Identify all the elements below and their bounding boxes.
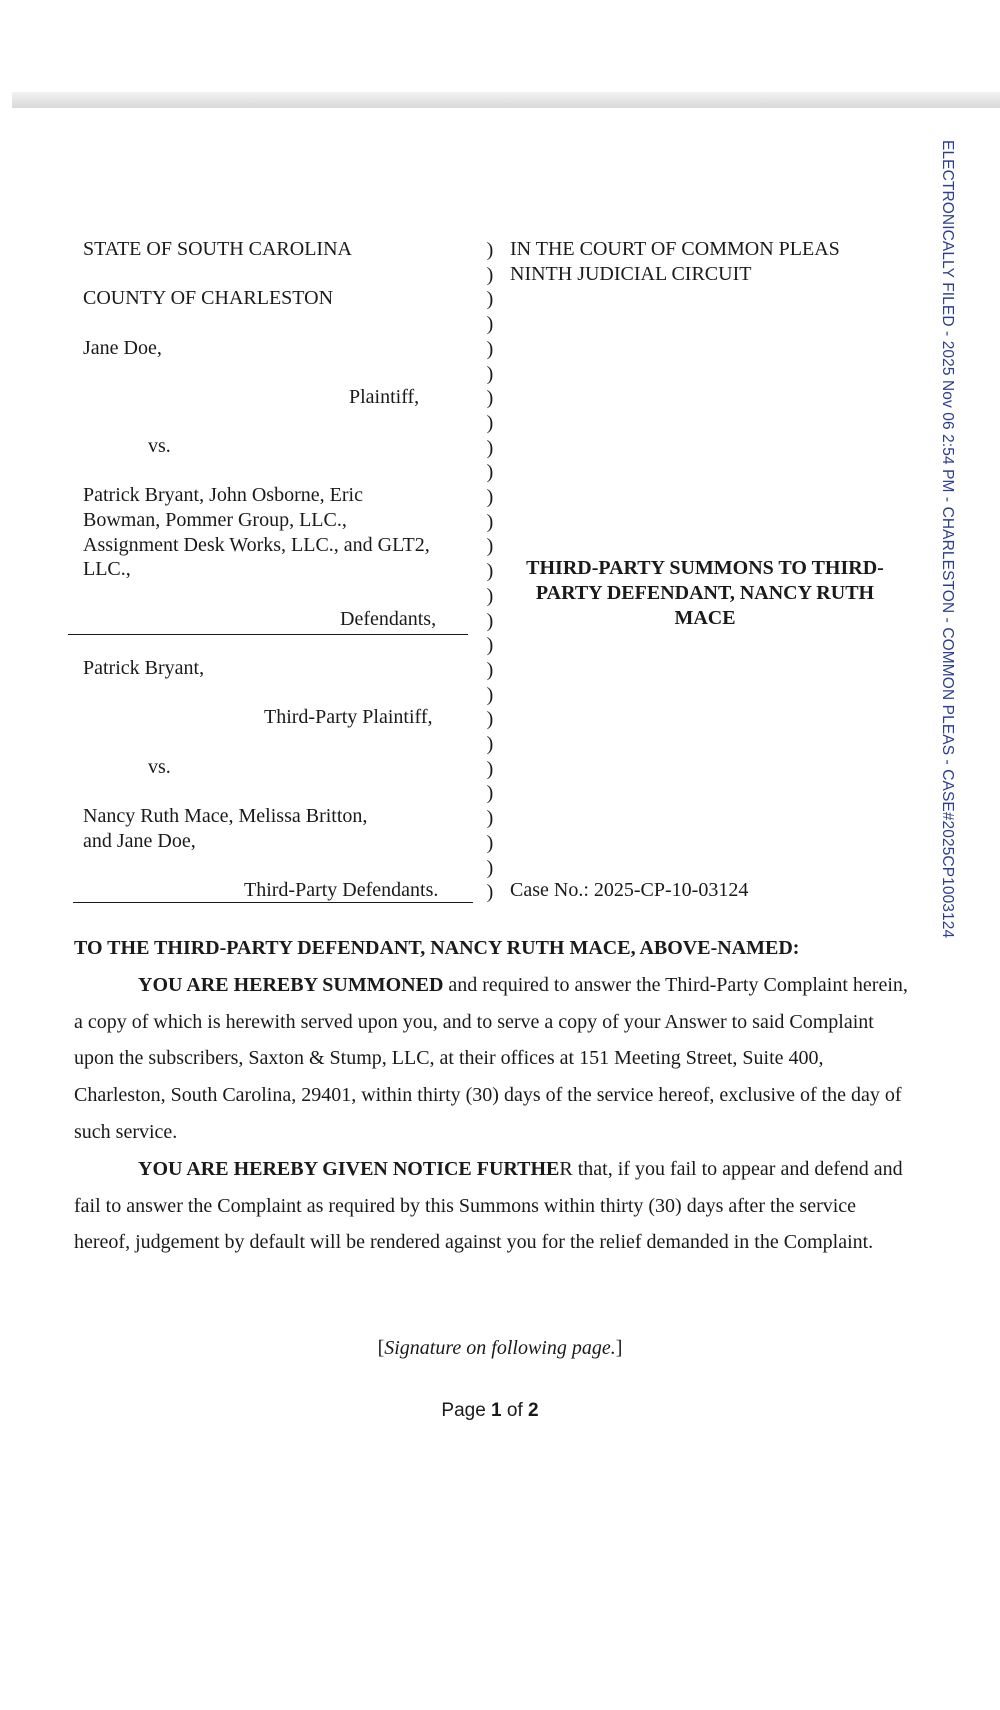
caption-paren: ) xyxy=(486,362,494,385)
defendants-role: Defendants, xyxy=(340,608,437,630)
page-number-current: 1 xyxy=(491,1400,502,1421)
caption-paren: ) xyxy=(486,757,494,780)
third-party-defendants-role: Third-Party Defendants. xyxy=(244,879,439,901)
page-number-prefix: Page xyxy=(441,1400,492,1421)
defendants-line: Patrick Bryant, John Osborne, Eric xyxy=(83,484,363,506)
caption-paren: ) xyxy=(486,461,494,484)
vs-label-2: vs. xyxy=(148,756,171,778)
caption-paren: ) xyxy=(486,263,494,286)
caption-paren: ) xyxy=(486,881,494,904)
signature-note-close: ] xyxy=(615,1337,623,1359)
notice-emphasis: YOU ARE HEREBY GIVEN NOTICE FURTHE xyxy=(138,1157,560,1180)
caption-paren: ) xyxy=(486,535,494,558)
caption-state: STATE OF SOUTH CAROLINA xyxy=(83,238,352,260)
caption-paren: ) xyxy=(486,658,494,681)
third-party-defendants-line: Nancy Ruth Mace, Melissa Britton, xyxy=(83,805,368,827)
page-number-middle: of xyxy=(501,1400,529,1421)
defendants-line: Assignment Desk Works, LLC., and GLT2, xyxy=(83,534,430,556)
caption-paren: ) xyxy=(486,807,494,830)
caption-paren: ) xyxy=(486,510,494,533)
plaintiff-name: Jane Doe, xyxy=(83,337,162,359)
caption-paren: ) xyxy=(486,313,494,336)
third-party-plaintiff-role: Third-Party Plaintiff, xyxy=(264,706,433,728)
caption-paren: ) xyxy=(486,337,494,360)
page-number-total: 2 xyxy=(528,1400,539,1421)
summons-emphasis: YOU ARE HEREBY SUMMONED xyxy=(138,973,444,996)
caption-paren: ) xyxy=(486,831,494,854)
caption-paren: ) xyxy=(486,288,494,311)
caption-paren: ) xyxy=(486,411,494,434)
third-party-defendants-line: and Jane Doe, xyxy=(83,830,196,852)
signature-note-text: Signature on following page. xyxy=(384,1337,616,1359)
caption-paren: ) xyxy=(486,560,494,583)
signature-note xyxy=(0,1337,1000,1360)
caption-paren: ) xyxy=(486,609,494,632)
vs-label-1: vs. xyxy=(148,435,171,457)
court-name: IN THE COURT OF COMMON PLEAS xyxy=(510,238,840,260)
electronic-filing-stamp: ELECTRONICALLY FILED - 2025 Nov 06 2:54 PM - CHARLESTON - COMMON PLEAS - CASE#2025CP1003124 xyxy=(939,140,956,939)
caption-bottom-line xyxy=(73,902,473,903)
caption-paren: ) xyxy=(486,708,494,731)
caption-paren: ) xyxy=(486,486,494,509)
summons-paragraph-2 xyxy=(74,1151,914,1261)
summons-paragraph-2-text: R that, if you fail to appear and defend and fail to answer the Complaint as required by this Summons within thirty (30) days after the service hereof, judgement by default will be rendered against you for the relief demanded in the Complaint. xyxy=(74,1157,903,1254)
top-toolbar-strip xyxy=(12,92,1000,108)
defendants-line: LLC., xyxy=(83,558,131,580)
caption-paren: ) xyxy=(486,733,494,756)
caption-county: COUNTY OF CHARLESTON xyxy=(83,287,334,309)
summons-paragraph-1 xyxy=(74,967,914,1151)
caption-paren-column xyxy=(482,238,498,905)
caption-paren: ) xyxy=(486,683,494,706)
caption-divider-line xyxy=(68,634,468,635)
judicial-circuit: NINTH JUDICIAL CIRCUIT xyxy=(510,263,752,285)
third-party-plaintiff-name: Patrick Bryant, xyxy=(83,657,205,679)
defendants-line: Bowman, Pommer Group, LLC., xyxy=(83,509,347,531)
caption-paren: ) xyxy=(486,239,494,261)
caption-paren: ) xyxy=(486,584,494,607)
caption-paren: ) xyxy=(486,856,494,879)
document-title: THIRD-PARTY SUMMONS TO THIRD-PARTY DEFENDANT, NANCY RUTH MACE xyxy=(526,557,884,629)
page-number xyxy=(0,1400,980,1422)
caption-paren: ) xyxy=(486,387,494,410)
caption-paren: ) xyxy=(486,782,494,805)
summons-heading: TO THE THIRD-PARTY DEFENDANT, NANCY RUTH MACE, ABOVE-NAMED: xyxy=(74,937,800,959)
caption-paren: ) xyxy=(486,436,494,459)
plaintiff-role: Plaintiff, xyxy=(349,386,420,408)
summons-body xyxy=(74,930,914,1261)
caption-paren: ) xyxy=(486,634,494,657)
case-number: Case No.: 2025-CP-10-03124 xyxy=(510,879,749,901)
summons-paragraph-1-text: and required to answer the Third-Party Complaint herein, a copy of which is herewith served upon you, and to serve a copy of your Answer to said Complaint upon the subscribers, Saxton & Stump, LLC, at their offices at 151 Meeting Street, Suite 400, Charleston, South Carolina, 29401, within thirty (30) days of the service hereof, exclusive of the day of such service. xyxy=(74,973,908,1143)
signature-note-open: [ xyxy=(377,1337,385,1359)
